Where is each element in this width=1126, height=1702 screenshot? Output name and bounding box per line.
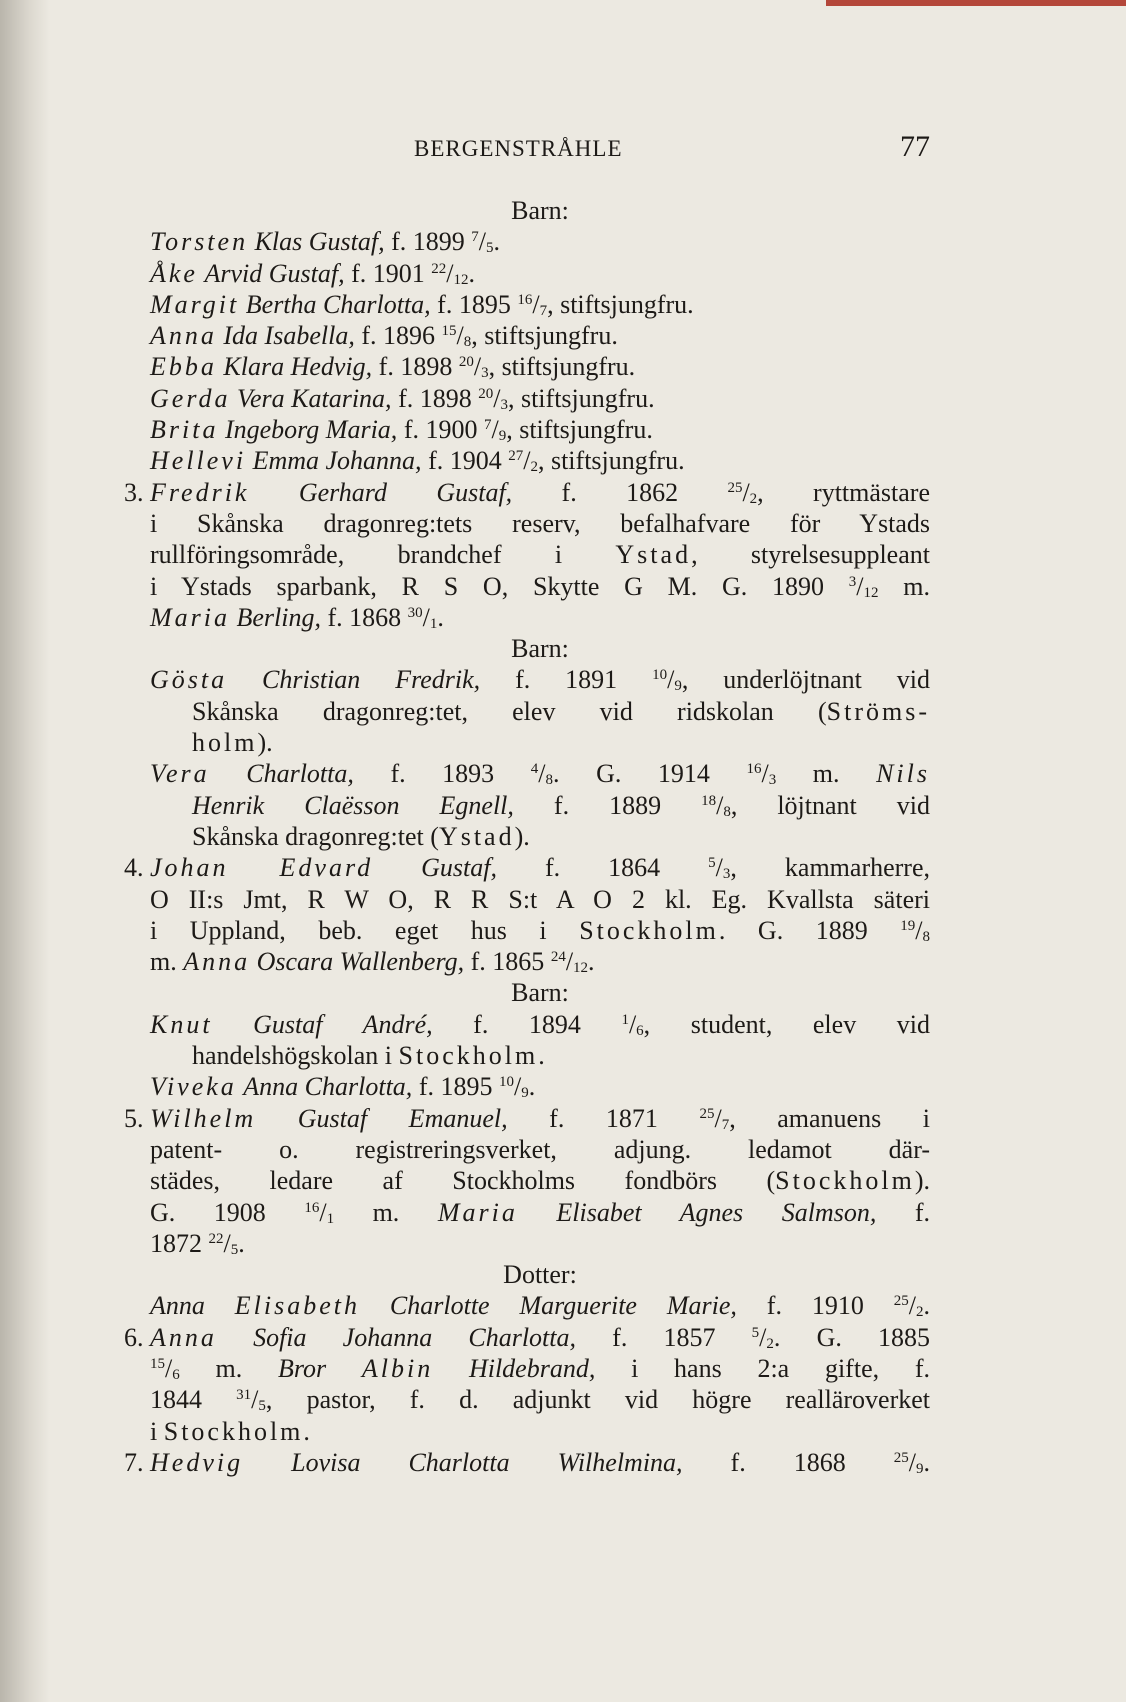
text-line xyxy=(150,508,930,539)
text-line xyxy=(150,1134,930,1165)
text-line xyxy=(150,696,930,727)
page-number: 77 xyxy=(900,130,930,163)
page-edge-red xyxy=(826,0,1126,6)
text-line xyxy=(150,414,930,445)
text-line xyxy=(150,946,930,977)
page-gutter-shadow xyxy=(0,0,50,1702)
text-line xyxy=(150,383,930,414)
entry-number: 4. xyxy=(124,853,144,883)
running-title: BERGENSTRÅHLE xyxy=(414,136,623,161)
line-text: Wilhelm Gustaf Emanuel, f. 1871 $^{25}/_7$, amanuens i xyxy=(150,1103,930,1133)
text-line xyxy=(150,289,930,320)
text-line xyxy=(150,539,930,570)
text-line xyxy=(150,977,930,1008)
text-line xyxy=(150,1290,930,1321)
text-line xyxy=(150,602,930,633)
text-line xyxy=(150,320,930,351)
line-text: Knut Gustaf André, f. 1894 $^1/_6$, student, elev vid xyxy=(150,1009,930,1039)
line-text: Hedvig Lovisa Charlotta Wilhelmina, f. 1868 $^{25}/_9$. xyxy=(150,1447,930,1477)
entry-number: 6. xyxy=(124,1322,144,1352)
text-line xyxy=(150,633,930,664)
text-line xyxy=(150,195,930,226)
line-text: i Ystads sparbank, R S O, Skytte G M. G. 1890 $^3/_{12}$ m. xyxy=(150,571,930,601)
line-text: städes, ledare af Stockholms fondbörs (Stockholm). xyxy=(150,1166,930,1196)
text-line xyxy=(150,571,930,602)
text-line xyxy=(150,258,930,289)
text-line xyxy=(150,1228,930,1259)
line-text: holm). xyxy=(192,728,273,758)
text-line xyxy=(124,1322,931,1353)
text-line xyxy=(150,1197,930,1228)
line-text: m. Anna Oscara Wallenberg, f. 1865 $^{24}/_{12}$. xyxy=(150,947,595,977)
line-text: 1844 $^{31}/_5$, pastor, f. d. adjunkt vid högre realläroverket xyxy=(150,1385,930,1415)
text-line xyxy=(150,445,930,476)
line-text: i Uppland, beb. eget hus i Stockholm. G. 1889 $^{19}/_8$ xyxy=(150,915,931,945)
entry-number: 7. xyxy=(124,1447,144,1477)
line-text: O II:s Jmt, R W O, R R S:t A O 2 kl. Eg. Kvallsta säteri xyxy=(150,884,930,914)
line-text: Barn: xyxy=(511,978,569,1008)
line-text: Margit Bertha Charlotta, f. 1895 $^{16}/_7$, stiftsjungfru. xyxy=(150,289,694,319)
line-text: Torsten Klas Gustaf, f. 1899 $^7/_5$. xyxy=(150,227,501,257)
text-line xyxy=(150,1071,930,1102)
entry-number: 5. xyxy=(124,1103,144,1133)
line-text: Gösta Christian Fredrik, f. 1891 $^{10}/_9$, underlöjtnant vid xyxy=(150,665,930,695)
text-line xyxy=(150,1040,930,1071)
line-text: Skånska dragonreg:tet (Ystad). xyxy=(192,821,530,851)
text-line xyxy=(150,664,930,695)
text-line xyxy=(150,1384,930,1415)
text-line xyxy=(150,351,930,382)
line-text: Gerda Vera Katarina, f. 1898 $^{20}/_3$, stiftsjungfru. xyxy=(150,383,655,413)
line-text: handelshögskolan i Stockholm. xyxy=(192,1041,545,1071)
line-text: patent- o. registreringsverket, adjung. ledamot där- xyxy=(150,1134,930,1164)
page-header xyxy=(150,130,930,170)
line-text: Dotter: xyxy=(503,1260,577,1290)
line-text: Anna Ida Isabella, f. 1896 $^{15}/_8$, stiftsjungfru. xyxy=(150,321,618,351)
line-text: Viveka Anna Charlotta, f. 1895 $^{10}/_9$. xyxy=(150,1072,536,1102)
line-text: G. 1908 $^{16}/_1$ m. Maria Elisabet Agnes Salmson, f. xyxy=(150,1197,931,1227)
line-text: Barn: xyxy=(511,196,569,225)
text-line xyxy=(150,1165,930,1196)
line-text: Skånska dragonreg:tet, elev vid ridskolan (Ströms- xyxy=(192,696,930,726)
line-text: Fredrik Gerhard Gustaf, f. 1862 $^{25}/_2$, ryttmästare xyxy=(150,477,930,507)
line-text: $^{15}/_6$ m. Bror Albin Hildebrand, i hans 2:a gifte, f. xyxy=(150,1353,931,1383)
line-text: Anna Sofia Johanna Charlotta, f. 1857 $^5/_2$. G. 1885 xyxy=(150,1322,931,1352)
text-line xyxy=(150,1353,930,1384)
text-line xyxy=(150,758,930,789)
line-text: Maria Berling, f. 1868 $^{30}/_1$. xyxy=(150,602,444,632)
line-text: i Skånska dragonreg:tets reserv, befalhafvare för Ystads xyxy=(150,508,930,538)
text-line xyxy=(150,1009,930,1040)
text-line xyxy=(150,915,930,946)
text-line xyxy=(150,1416,930,1447)
text-line xyxy=(124,477,930,508)
line-text: Åke Arvid Gustaf, f. 1901 $^{22}/_{12}$. xyxy=(150,258,475,288)
line-text: Brita Ingeborg Maria, f. 1900 $^7/_9$, stiftsjungfru. xyxy=(150,415,653,445)
text-line xyxy=(124,1103,930,1134)
line-text: Anna Elisabeth Charlotte Marguerite Marie, f. 1910 $^{25}/_2$. xyxy=(150,1291,931,1321)
text-line xyxy=(150,821,930,852)
entry-number: 3. xyxy=(124,477,144,507)
text-line xyxy=(124,852,930,883)
text-line xyxy=(150,1259,930,1290)
text-line xyxy=(150,727,930,758)
text-line xyxy=(150,884,930,915)
line-text: Ebba Klara Hedvig, f. 1898 $^{20}/_3$, stiftsjungfru. xyxy=(150,352,636,382)
line-text: Vera Charlotta, f. 1893 $^4/_8$. G. 1914 $^{16}/_3$ m. Nils xyxy=(150,759,930,789)
page-body-text xyxy=(124,195,931,1478)
line-text: Barn: xyxy=(511,634,569,664)
line-text: 1872 $^{22}/_5$. xyxy=(150,1228,245,1258)
line-text: Johan Edvard Gustaf, f. 1864 $^5/_3$, kammarherre, xyxy=(150,853,930,883)
line-text: Hellevi Emma Johanna, f. 1904 $^{27}/_2$, stiftsjungfru. xyxy=(150,446,685,476)
text-line xyxy=(150,790,930,821)
text-line xyxy=(150,226,930,257)
line-text: rullföringsområde, brandchef i Ystad, styrelsesuppleant xyxy=(150,540,930,570)
line-text: Henrik Claësson Egnell, f. 1889 $^{18}/_8$, löjtnant vid xyxy=(192,790,930,820)
line-text: i Stockholm. xyxy=(150,1416,310,1446)
text-line xyxy=(124,1447,930,1478)
